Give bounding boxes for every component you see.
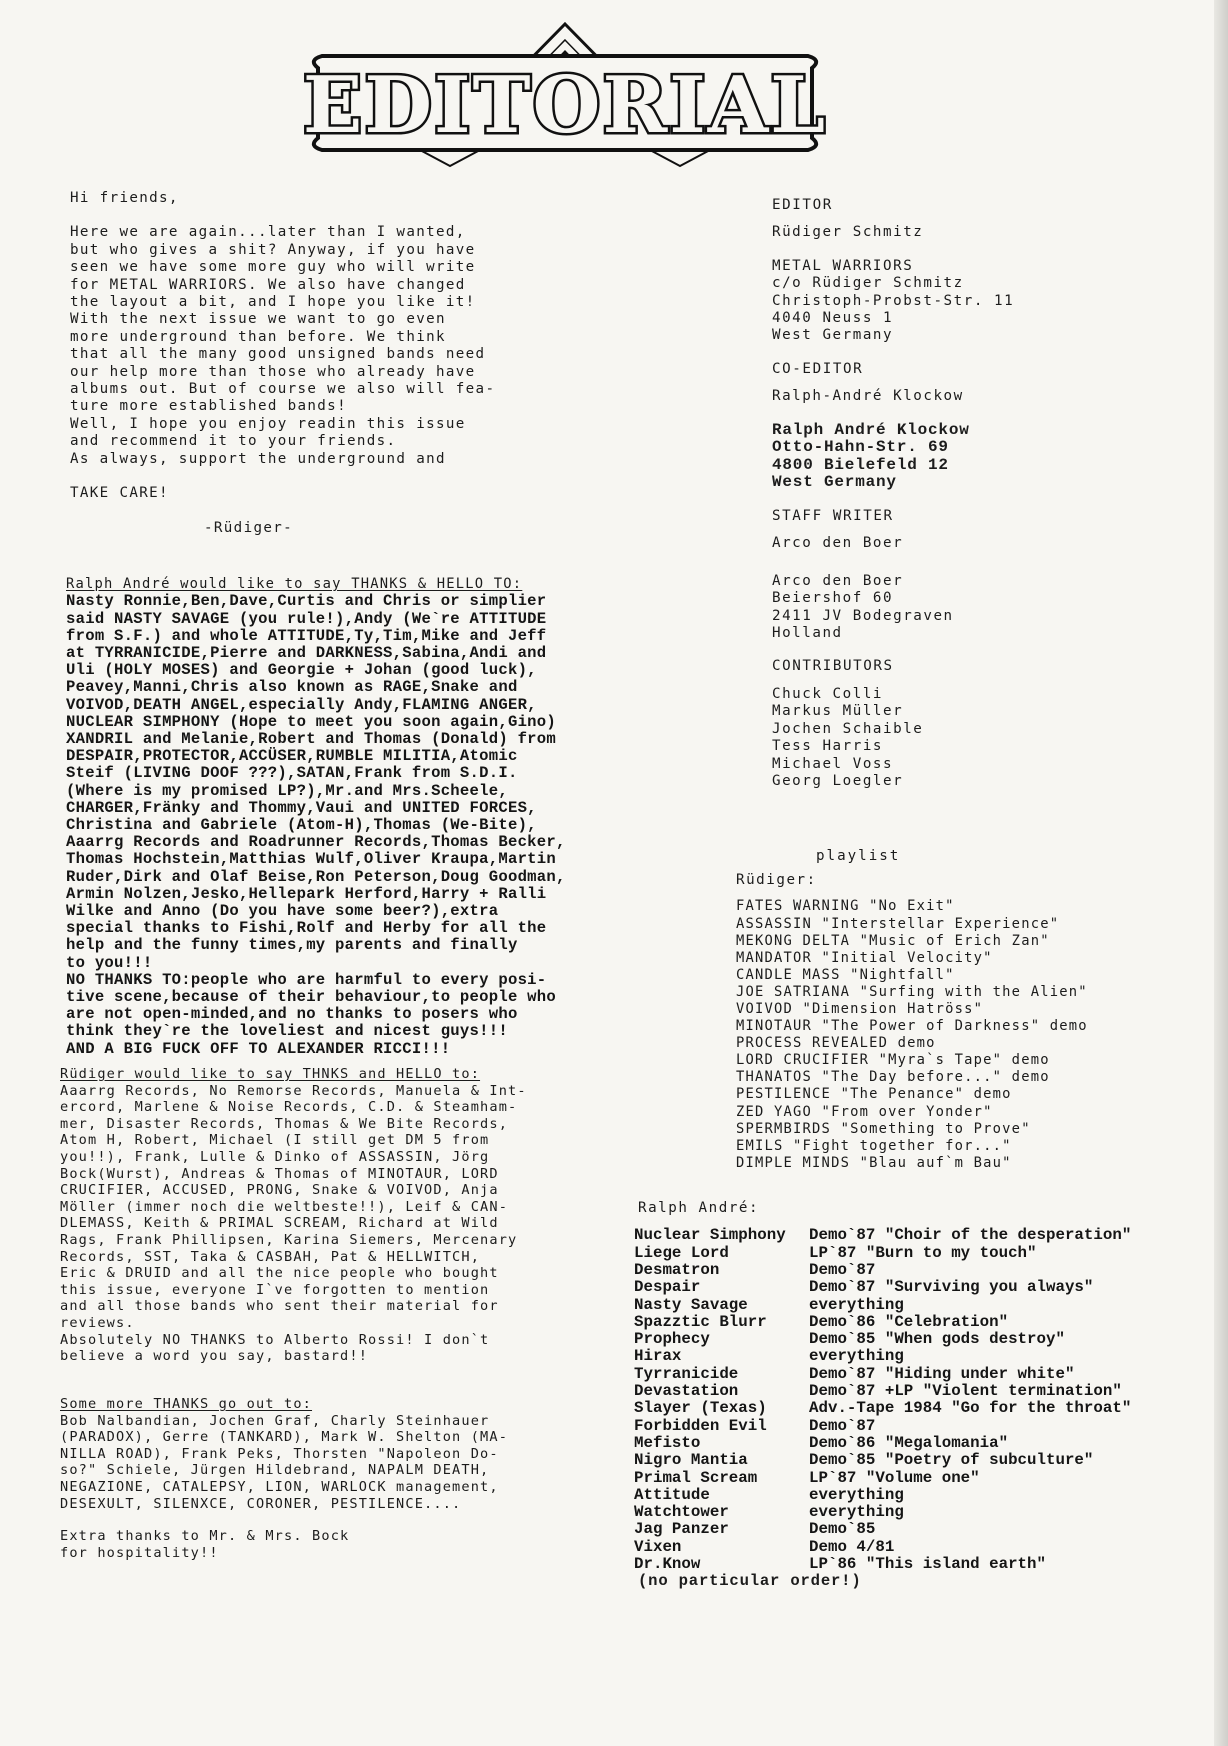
co-editor-block — [772, 361, 1102, 492]
playlist-band: Forbidden Evil — [634, 1416, 767, 1435]
co-editor-label: CO-EDITOR — [772, 360, 864, 377]
playlist-band: Jag Panzer — [634, 1520, 729, 1539]
thanks-ralph-heading: Ralph André would like to say THANKS & HELLO TO: — [66, 576, 523, 592]
playlist-band: Desmatron — [634, 1261, 720, 1279]
staff-writer-address-line: Arco den Boer — [772, 572, 904, 589]
playlist-item: MANDATOR "Initial Velocity" — [736, 949, 993, 966]
playlist-band: Hirax — [634, 1347, 682, 1366]
playlist-row — [634, 1452, 1131, 1469]
playlist-item: ZED YAGO "From over Yonder" — [736, 1103, 993, 1120]
playlist-item: DIMPLE MINDS "Blau auf`m Bau" — [736, 1154, 1012, 1171]
playlist-band: Liege Lord — [634, 1243, 729, 1262]
contributor-name: Chuck Colli — [772, 685, 884, 702]
playlist-item: EMILS "Fight together for..." — [736, 1137, 1012, 1154]
playlist-band: Nasty Savage — [634, 1295, 748, 1314]
thanks-ralph-section — [66, 576, 626, 1058]
staff-section — [772, 197, 1102, 812]
playlist-band: Dr.Know — [634, 1555, 701, 1574]
playlist-ralph-label: Ralph André: — [638, 1200, 760, 1216]
co-editor-address — [772, 422, 1102, 492]
playlist-release: Demo 4/81 — [809, 1537, 895, 1556]
masthead-title: EDITORIAL — [302, 60, 828, 151]
co-editor-address-line: Ralph André Klockow — [772, 420, 970, 439]
playlist-rudiger-list — [736, 898, 1166, 1172]
playlist-row — [634, 1331, 1131, 1348]
playlist-band: Despair — [634, 1278, 701, 1297]
intro-greeting: Hi friends, — [70, 190, 179, 206]
playlist-release: Demo`85 "Poetry of subculture" — [809, 1451, 1094, 1470]
staff-writer-address — [772, 573, 1102, 643]
playlist-band: Attitude — [634, 1485, 710, 1504]
more-thanks-extra: Extra thanks to Mr. & Mrs. Bock for hospitality!! — [60, 1528, 350, 1561]
playlist-item: MINOTAUR "The Power of Darkness" demo — [736, 1018, 1088, 1035]
editor-address-line: 4040 Neuss 1 — [772, 310, 894, 327]
playlist-ralph-table — [634, 1227, 1131, 1573]
staff-writer-label: STAFF WRITER — [772, 508, 894, 525]
playlist-row — [634, 1366, 1131, 1383]
contributor-name: Michael Voss — [772, 755, 894, 772]
playlist-release: Demo`87 "Choir of the desperation" — [809, 1226, 1132, 1245]
playlist-release: Demo`85 — [809, 1520, 876, 1539]
playlist-release: Demo`87 — [809, 1416, 876, 1435]
co-editor-address-line: Otto-Hahn-Str. 69 — [772, 438, 949, 457]
playlist-row — [634, 1521, 1131, 1538]
playlist-release: LP`87 "Burn to my touch" — [809, 1243, 1037, 1262]
playlist-band: Prophecy — [634, 1330, 710, 1349]
playlist-row — [634, 1348, 1131, 1365]
playlist-row — [634, 1245, 1131, 1262]
thanks-rudiger-body: Aaarrg Records, No Remorse Records, Manuela & Int- ercord, Marlene & Noise Records, C.D. & Steamham- mer, Disaster Records, Thomas & We Bite Records, Atom H, Robert, Michael (I still get DM 5 from you!!), Frank, Lulle & Dinko of ASSASSIN, Jörg Bock(Wurst), Andreas & Thomas of MINOTAUR, LORD CRUCIFIER, ACCUSED, PRONG, Snake & VOIVOD, Anja Möller (immer noch die weltbeste!!), Leif & CAN- DLEMASS, Keith & PRIMAL SCREAM, Richard at Wild Rags, Frank Phillipsen, Karina Siemers, Mercenary Records, SST, Taka & CASBAH, Pat & HELLWITCH, Eric & DRUID and all the nice people who bought this issue, everyone I`ve forgotten to mention and all those bands who sent their material for reviews. Absolutely NO THANKS to Alberto Rossi! I don`t believe a word you say, bastard!! — [60, 1082, 527, 1365]
intro-signoff: TAKE CARE! — [70, 485, 169, 502]
thanks-rudiger-section — [60, 1066, 630, 1365]
playlist-release: everything — [809, 1485, 904, 1504]
contributors-list — [772, 686, 1102, 790]
playlist-row — [634, 1314, 1131, 1331]
playlist-release: everything — [809, 1295, 904, 1314]
playlist-item: PESTILENCE "The Penance" demo — [736, 1086, 1012, 1103]
playlist-item: PROCESS REVEALED demo — [736, 1035, 936, 1052]
thanks-ralph-no-thanks: NO THANKS TO:people who are harmful to every posi- tive scene,because of their behaviour,to people who are not open-minded,and no thanks to posers who think they`re the loveliest and nicest guys!!! AND A BIG FUCK OFF TO ALEXANDER RICCI!!! — [66, 970, 556, 1058]
co-editor-name: Ralph-André Klockow — [772, 388, 964, 405]
more-thanks-body: Bob Nalbandian, Jochen Graf, Charly Steinhauer (PARADOX), Gerre (TANKARD), Mark W. Shelton (MA- NILLA ROAD), Frank Peks, Thorsten "Napoleon Do- so?" Schiele, Jürgen Hildebrand, NAPALM DEATH, NEGAZIONE, CATALEPSY, LION, WARLOCK management, DESEXULT, SILENXCE, CORONER, PESTILENCE.... — [60, 1412, 509, 1512]
contributor-name: Georg Loegler — [772, 772, 904, 789]
contributors-label: CONTRIBUTORS — [772, 658, 894, 675]
contributors-block — [772, 658, 1102, 790]
playlist-footnote: (no particular order!) — [638, 1572, 862, 1591]
playlist-item: THANATOS "The Day before..." demo — [736, 1069, 1050, 1086]
playlist-row — [634, 1418, 1131, 1435]
playlist-row — [634, 1504, 1131, 1521]
playlist-ralph-section — [634, 1200, 1194, 1591]
playlist-band: Devastation — [634, 1382, 739, 1401]
playlist-item: MEKONG DELTA "Music of Erich Zan" — [736, 932, 1050, 949]
editor-address-line: METAL WARRIORS — [772, 257, 914, 274]
playlist-band: Mefisto — [634, 1433, 701, 1452]
playlist-band: Watchtower — [634, 1503, 729, 1522]
playlist-release: Adv.-Tape 1984 "Go for the throat" — [809, 1399, 1132, 1418]
editor-block — [772, 197, 1102, 345]
playlist-item: FATES WARNING "No Exit" — [736, 898, 955, 915]
playlist-row — [634, 1227, 1131, 1244]
playlist-row — [634, 1435, 1131, 1452]
thanks-ralph-body: Nasty Ronnie,Ben,Dave,Curtis and Chris or simplier said NASTY SAVAGE (you rule!),Andy (We`re ATTITUDE from S.F.) and whole ATTITUDE,Ty,Tim,Mike and Jeff at TYRRANICIDE,Pierre and DARKNESS,Sabina,Andi and Uli (HOLY MOSES) and Georgie + Johan (good luck), Peavey,Manni,Chris also known as RAGE,Snake and VOIVOD,DEATH ANGEL,especially Andy,FLAMING ANGER, NUCLEAR SIMPHONY (Hope to meet you soon again,Gino) XANDRIL and Melanie,Robert and Thomas (Donald) from DESPAIR,PROTECTOR,ACCÜSER,RUMBLE MILITIA,Atomic Steif (LIVING DOOF ???),SATAN,Frank from S.D.I. (Where is my promised LP?),Mr.and Mrs.Scheele, CHARGER,Fränky and Thommy,Vaui and UNITED FORCES, Christina and Gabriele (Atom-H),Thomas (We-Bite), Aaarrg Records and Roadrunner Records,Thomas Becker, Thomas Hochstein,Matthias Wulf,Oliver Kraupa,Martin Ruder,Dirk and Olaf Beise,Ron Peterson,Doug Goodman, Armin Nolzen,Jesko,Hellepark Herford,Harry + Ralli Wilke and Anno (Do you have some beer?),extra special thanks to Fishi,Rolf and Herby for all the help and the funny times,my parents and finally to you!!! — [66, 592, 566, 972]
playlist-row — [634, 1383, 1131, 1400]
more-thanks-heading: Some more THANKS go out to: — [60, 1396, 313, 1412]
editor-address-line: c/o Rüdiger Schmitz — [772, 275, 964, 292]
playlist-band: Tyrranicide — [634, 1364, 739, 1383]
playlist-release: Demo`85 "When gods destroy" — [809, 1330, 1065, 1349]
playlist-release: Demo`86 "Megalomania" — [809, 1433, 1009, 1452]
playlist-row — [634, 1279, 1131, 1296]
co-editor-address-line: 4800 Bielefeld 12 — [772, 455, 949, 474]
playlist-band: Primal Scream — [634, 1468, 758, 1487]
staff-writer-name: Arco den Boer — [772, 535, 904, 552]
co-editor-address-line: West Germany — [772, 473, 897, 492]
intro-signature: -Rüdiger- — [204, 519, 294, 536]
contributor-name: Jochen Schaible — [772, 720, 924, 737]
playlist-release: everything — [809, 1347, 904, 1366]
staff-writer-block — [772, 508, 1102, 642]
playlist-item: VOIVOD "Dimension Hatröss" — [736, 1000, 984, 1017]
editor-address-line: West Germany — [772, 327, 894, 344]
playlist-item: SPERMBIRDS "Something to Prove" — [736, 1120, 1031, 1137]
playlist-band: Nuclear Simphony — [634, 1226, 786, 1245]
masthead-logo — [300, 20, 830, 170]
playlist-release: LP`87 "Volume one" — [809, 1468, 980, 1487]
playlist-release: everything — [809, 1503, 904, 1522]
playlist-release: LP`86 "This island earth" — [809, 1555, 1046, 1574]
playlist-item: JOE SATRIANA "Surfing with the Alien" — [736, 983, 1088, 1000]
playlist-band: Spazztic Blurr — [634, 1312, 767, 1331]
editor-name: Rüdiger Schmitz — [772, 224, 924, 241]
playlist-row — [634, 1556, 1131, 1573]
editor-address — [772, 258, 1102, 345]
playlist-item: ASSASSIN "Interstellar Experience" — [736, 915, 1060, 932]
playlist-rudiger-label: Rüdiger: — [736, 872, 817, 888]
thanks-rudiger-heading: Rüdiger would like to say THNKS and HELLO to: — [60, 1066, 481, 1082]
playlist-release: Demo`87 — [809, 1261, 876, 1279]
page-edge-shadow — [1214, 0, 1228, 1746]
playlist-row — [634, 1297, 1131, 1314]
more-thanks-section — [60, 1396, 630, 1561]
playlist-release: Demo`87 +LP "Violent termination" — [809, 1382, 1122, 1401]
intro-section — [70, 190, 630, 537]
staff-writer-address-line: 2411 JV Bodegraven — [772, 607, 954, 624]
playlist-item: LORD CRUCIFIER "Myra`s Tape" demo — [736, 1052, 1050, 1069]
playlist-row — [634, 1400, 1131, 1417]
playlist-release: Demo`87 "Hiding under white" — [809, 1364, 1075, 1383]
playlist-release: Demo`86 "Celebration" — [809, 1312, 1009, 1331]
playlist-row — [634, 1539, 1131, 1556]
contributor-name: Tess Harris — [772, 738, 884, 755]
playlist-band: Slayer (Texas) — [634, 1399, 767, 1418]
playlist-row — [634, 1470, 1131, 1487]
playlist-row — [634, 1262, 1131, 1279]
playlist-title: playlist — [816, 848, 901, 864]
playlist-section — [736, 848, 1166, 1172]
contributor-name: Markus Müller — [772, 703, 904, 720]
editor-label: EDITOR — [772, 197, 833, 213]
editor-address-line: Christoph-Probst-Str. 11 — [772, 292, 1015, 309]
intro-body: Here we are again...later than I wanted, but who gives a shit? Anyway, if you have seen we have some more guy who will write for METAL WARRIORS. We also have changed the layout a bit, and I hope you like it! With the next issue we want to go even more underground than before. We think that all the many good unsigned bands need our help more than those who already have albums out. But of course we also will fea- ture more established bands! Well, I hope you enjoy readin this issue and recommend it to your friends. As always, support the underground and — [70, 224, 496, 467]
playlist-release: Demo`87 "Surviving you always" — [809, 1278, 1094, 1297]
playlist-item: CANDLE MASS "Nightfall" — [736, 966, 955, 983]
playlist-band: Nigro Mantia — [634, 1451, 748, 1470]
playlist-row — [634, 1487, 1131, 1504]
staff-writer-address-line: Beiershof 60 — [772, 590, 894, 607]
playlist-band: Vixen — [634, 1537, 682, 1556]
staff-writer-address-line: Holland — [772, 625, 843, 642]
